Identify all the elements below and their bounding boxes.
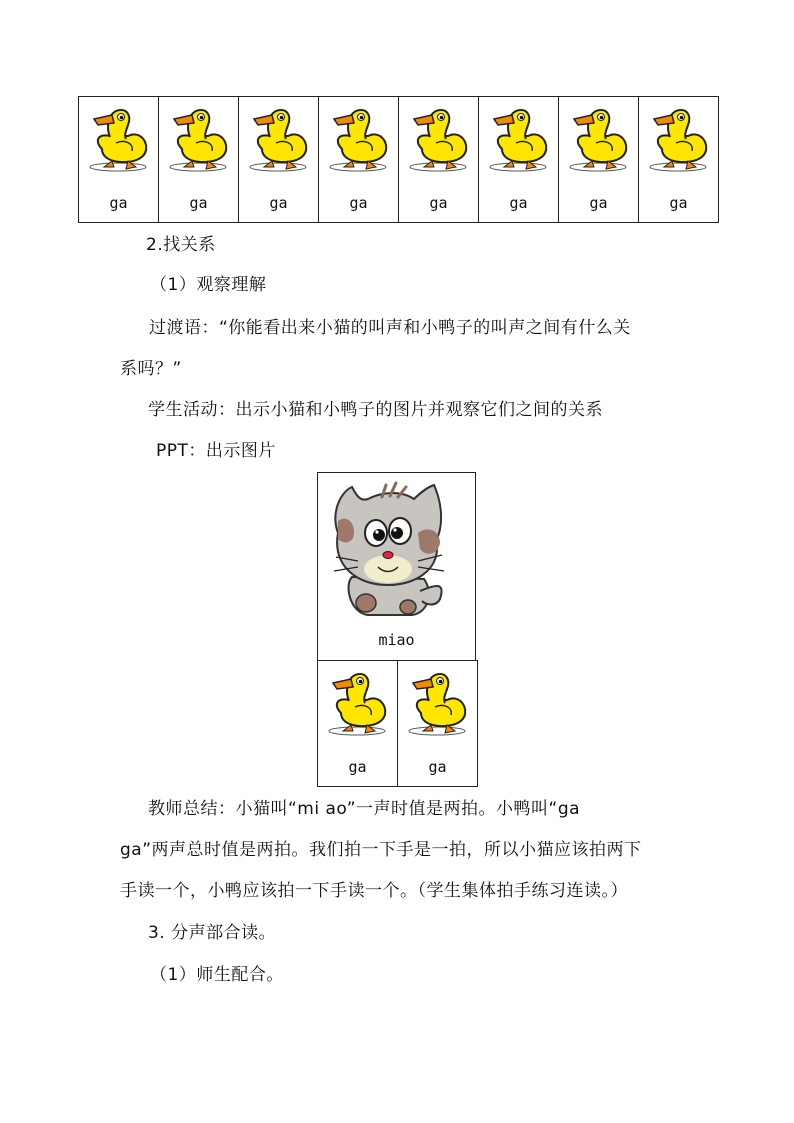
duck-pair-table (317, 660, 478, 787)
duck-cell (79, 97, 159, 223)
duck-syllable: ga (509, 194, 528, 212)
cat-illustration (324, 481, 454, 621)
duck-illustration (248, 101, 310, 175)
duck-illustration (88, 101, 150, 175)
duck-syllable: ga (429, 194, 448, 212)
duck-illustration (328, 101, 390, 175)
section-3-subheading: （1）师生配合。 (150, 965, 284, 985)
duck-cell (559, 97, 639, 223)
duck-illustration (568, 101, 630, 175)
duck-illustration (407, 665, 469, 739)
duck-illustration (168, 101, 230, 175)
duck-syllable: ga (348, 758, 367, 776)
section-2-subheading: （1）观察理解 (150, 275, 267, 295)
duck-syllable: ga (189, 194, 208, 212)
duck-syllable: ga (589, 194, 608, 212)
duck-syllable: ga (428, 758, 447, 776)
ppt-figure (317, 472, 476, 785)
duck-syllable: ga (109, 194, 128, 212)
duck-cell (639, 97, 719, 223)
transition-text-line1: 过渡语：“你能看出来小猫的叫声和小鸭子的叫声之间有什么关 (149, 318, 631, 338)
duck-syllable: ga (669, 194, 688, 212)
summary-text-line2: ga”两声总时值是两拍。我们拍一下手是一拍，所以小猫应该拍两下 (120, 840, 642, 860)
student-activity-text: 学生活动：出示小猫和小鸭子的图片并观察它们之间的关系 (148, 400, 603, 420)
duck-cell (318, 661, 398, 787)
duck-rhythm-table (78, 96, 719, 223)
duck-illustration (648, 101, 710, 175)
cat-panel (317, 472, 476, 661)
summary-text-line3: 手读一个，小鸭应该拍一下手读一个。（学生集体拍手练习连读。） (120, 881, 628, 901)
section-3-heading: 3. 分声部合读。 (148, 923, 277, 943)
duck-cell (398, 661, 478, 787)
cat-syllable: miao (378, 631, 415, 649)
duck-syllable: ga (269, 194, 288, 212)
summary-text-line1: 教师总结：小猫叫“mi ao”一声时值是两拍。小鸭叫“ga (148, 799, 581, 819)
duck-cell (319, 97, 399, 223)
duck-cell (159, 97, 239, 223)
section-2-heading: 2.找关系 (146, 235, 216, 255)
duck-syllable: ga (349, 194, 368, 212)
duck-cell (479, 97, 559, 223)
duck-illustration (488, 101, 550, 175)
duck-illustration (408, 101, 470, 175)
transition-text-line2: 系吗？” (120, 359, 182, 379)
ppt-instruction-text: PPT：出示图片 (156, 441, 276, 461)
duck-illustration (327, 665, 389, 739)
duck-cell (239, 97, 319, 223)
duck-cell (399, 97, 479, 223)
